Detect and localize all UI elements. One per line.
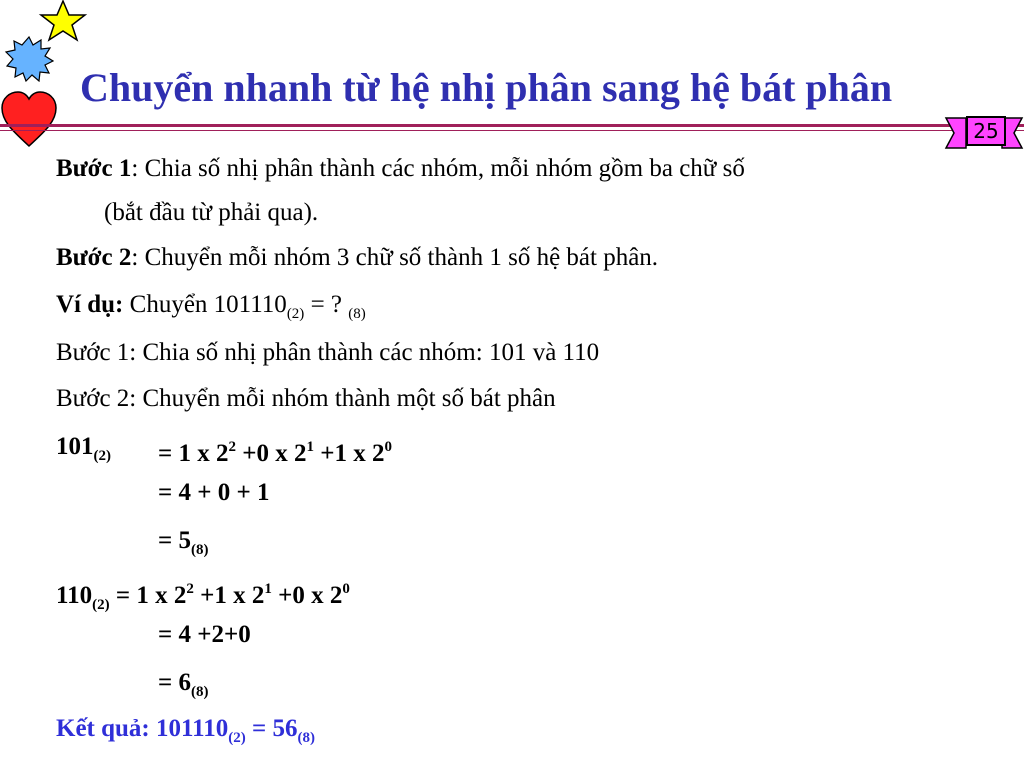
step2-label: Bước 2: [56, 244, 132, 271]
calc2-exp-1: 2: [186, 581, 194, 597]
calc1-result: [158, 526, 209, 565]
calc2-line: [56, 574, 350, 620]
calc1-result-value: = 5: [158, 527, 191, 554]
calc2-exp-3: 0: [342, 581, 350, 597]
calc1-sum: = 4 + 0 + 1: [158, 479, 270, 506]
example-text: Chuyển 101110: [123, 291, 287, 318]
step1-label: Bước 1: [56, 155, 132, 182]
title-rule: [0, 124, 1024, 127]
step1-text: : Chia số nhị phân thành các nhóm, mỗi nhóm gồm ba chữ số: [131, 155, 745, 182]
calc2-sum: = 4 +2+0: [158, 621, 251, 648]
example-label: Ví dụ:: [56, 291, 124, 318]
slide-title: Chuyển nhanh từ hệ nhị phân sang hệ bát phân: [80, 65, 893, 110]
step1-line: [56, 154, 745, 184]
calc2-result: [158, 668, 209, 707]
final-result-value: = 56: [245, 715, 298, 742]
example-step1: Bước 1: Chia số nhị phân thành các nhóm: 101 và 110: [56, 339, 600, 366]
heart-icon: [0, 90, 58, 148]
example-sub-base2: (2): [286, 306, 305, 322]
calc1-num-sub: (2): [93, 448, 111, 464]
calc2-term-b: +1 x 2: [193, 582, 265, 609]
calc1-exp-2: 1: [306, 439, 314, 455]
final-result-sub-base8: (8): [297, 730, 315, 746]
step2-text: : Chuyển mỗi nhóm 3 chữ số thành 1 số hệ bát phân.: [131, 244, 659, 271]
calc1-num: 101: [56, 433, 94, 460]
calc1-result-sub: (8): [191, 542, 209, 558]
calc2-num: 110: [56, 582, 93, 609]
calc1-exp-1: 2: [228, 439, 236, 455]
calc2-term-a: = 1 x 2: [109, 582, 187, 609]
final-result-sub-base2: (2): [228, 730, 246, 746]
example-sub-base8: (8): [348, 306, 366, 322]
calc1-number: [56, 432, 111, 471]
example-line: [56, 290, 366, 329]
calc2-term-c: +0 x 2: [271, 582, 343, 609]
calc2-result-sub: (8): [191, 684, 209, 700]
starburst-icon: [4, 36, 54, 82]
example-mid: = ?: [304, 291, 349, 318]
calc1-term-b: +0 x 2: [236, 440, 307, 467]
example-step2: Bước 2: Chuyển mỗi nhóm thành một số bát phân: [56, 385, 556, 412]
step1-continuation: (bắt đầu từ phải qua).: [104, 199, 319, 226]
calc2-num-sub: (2): [92, 597, 110, 613]
calc1-expansion: [158, 432, 392, 469]
calc2-result-value: = 6: [158, 669, 191, 696]
final-result: [56, 714, 315, 753]
calc1-term-a: = 1 x 2: [158, 440, 229, 467]
step2-line: [56, 243, 658, 273]
page-number: 25: [966, 116, 1006, 146]
calc1-exp-3: 0: [384, 439, 392, 455]
calc2-exp-2: 1: [264, 581, 272, 597]
calc1-term-c: +1 x 2: [314, 440, 385, 467]
title-rule-thin: [0, 130, 1024, 131]
final-result-text: Kết quả: 101110: [56, 715, 229, 742]
